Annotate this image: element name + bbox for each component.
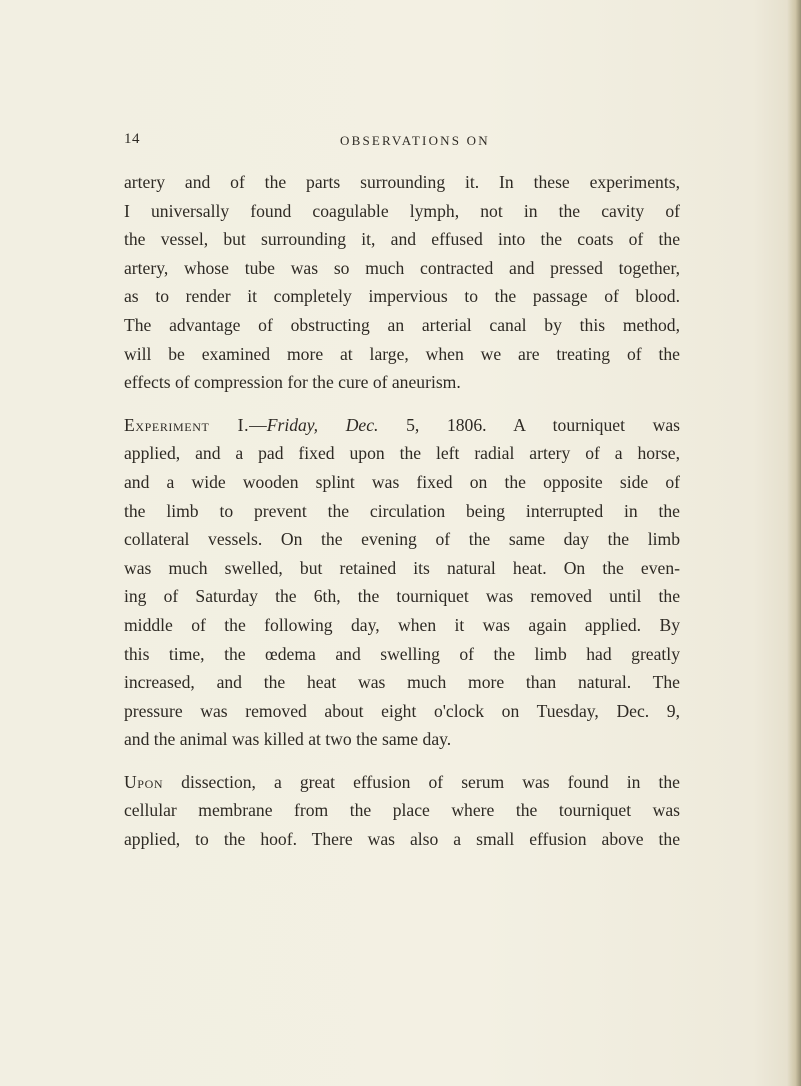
text-line-lead <box>124 411 680 440</box>
text-line: applied, to the hoof. There was also a small effusion above the <box>124 829 680 850</box>
lead-dash: — <box>249 414 267 435</box>
page-number: 14 <box>124 131 140 147</box>
page-edge-shadow <box>787 0 801 1086</box>
text-line: artery and of the parts surrounding it. In these experiments, <box>124 172 680 192</box>
paragraph-1 <box>124 168 680 397</box>
text-line: was much swelled, but retained its natural heat. On the even- <box>124 557 680 578</box>
text-line: ing of Saturday the 6th, the tourniquet was removed until the <box>124 586 680 607</box>
experiment-date-italic: Friday, Dec. <box>266 414 379 435</box>
text-line: this time, the œdema and swelling of the limb had greatly <box>124 643 680 664</box>
text-line: artery, whose tube was so much contracted and pressed together, <box>124 257 680 278</box>
text-line: collateral vessels. On the evening of the same day the limb <box>124 529 680 550</box>
running-head: OBSERVATIONS ON <box>340 133 490 148</box>
lead-rest: 5, 1806. A tourniquet was <box>378 414 680 435</box>
dissection-lead-word: Upon <box>124 771 164 792</box>
text-line: the limb to prevent the circulation being interrupted in the <box>124 500 680 521</box>
text-line: the vessel, but surrounding it, and effused into the coats of the <box>124 229 680 250</box>
text-line: as to render it completely impervious to the passage of blood. <box>124 286 680 307</box>
paragraph-dissection <box>124 768 680 854</box>
text-line: The advantage of obstructing an arterial canal by this method, <box>124 314 680 335</box>
text-line: effects of compression for the cure of aneurism. <box>124 372 461 393</box>
lead-rest: dissection, a great effusion of serum was found in the <box>163 771 680 792</box>
text-line: increased, and the heat was much more than natural. The <box>124 672 680 693</box>
paragraph-experiment-1 <box>124 411 680 754</box>
text-line: I universally found coagulable lymph, not in the cavity of <box>124 200 680 221</box>
body-text <box>124 168 680 854</box>
text-line: pressure was removed about eight o'clock on Tuesday, Dec. 9, <box>124 700 680 721</box>
text-line: and the animal was killed at two the same day. <box>124 729 452 750</box>
page-header <box>0 131 801 155</box>
text-line: will be examined more at large, when we are treating of the <box>124 343 680 364</box>
text-line: and a wide wooden splint was fixed on the opposite side of <box>124 471 680 492</box>
text-line: cellular membrane from the place where the tourniquet was <box>124 800 680 821</box>
experiment-heading: Experiment I. <box>124 414 250 435</box>
text-line: applied, and a pad fixed upon the left radial artery of a horse, <box>124 443 680 464</box>
text-line-lead <box>124 768 680 797</box>
text-line: middle of the following day, when it was again applied. By <box>124 614 680 635</box>
